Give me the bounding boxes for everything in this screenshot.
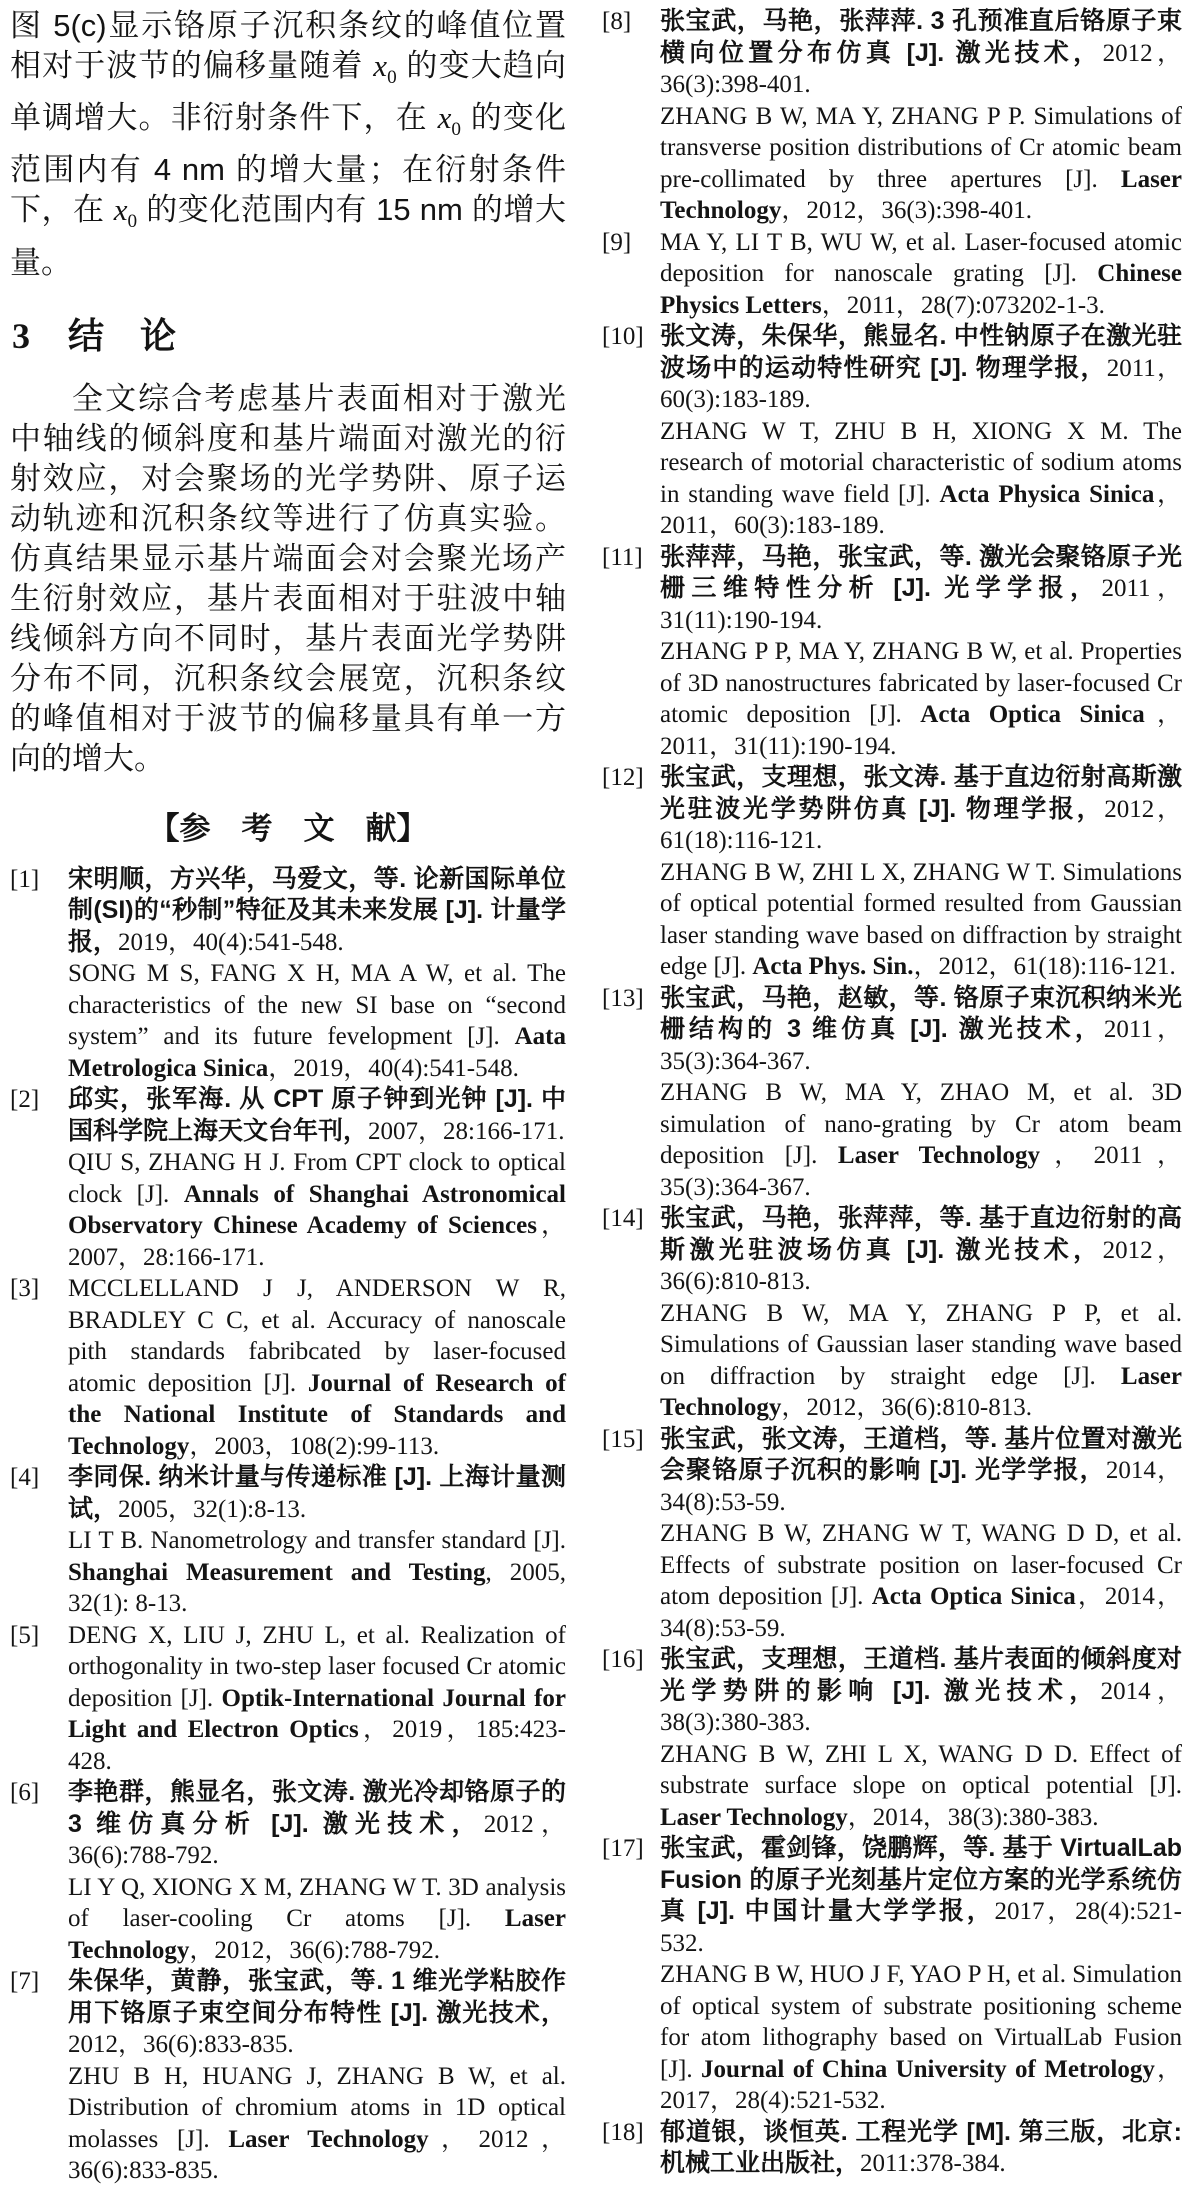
reference-chinese-text: 张宝武，支理想，张文涛. 基于直边衍射高斯激光驻波光学势阱仿真 [J]. 物理学报，: [660, 763, 1182, 823]
reference-chinese-text: 张宝武，霍剑锋，饶鹏辉，等. 基于 VirtualLab Fusion 的原子光刻基片定位方案的光学系统仿真 [J]. 中国计量大学学报，: [660, 1834, 1182, 1925]
reference-chinese-numbers: 2019，40(4):541-548.: [118, 928, 344, 956]
variable-base: x: [437, 100, 452, 136]
reference-chinese-text: 李艳群，熊显名，张文涛. 激光冷却铬原子的 3 维仿真分析 [J]. 激光技术，: [68, 1778, 566, 1838]
reference-journal-name: Annals of Shanghai Astronomical Observatory Chinese Academy of Sciences: [68, 1180, 566, 1240]
reference-chinese-text: 张文涛，朱保华，熊显名. 中性钠原子在激光驻波场中的运动特性研究 [J]. 物理学报，: [660, 322, 1182, 382]
reference-journal-name: Chinese Physics Letters: [660, 260, 1182, 319]
reference-chinese-text: 朱保华，黄静，张宝武，等. 1 维光学粘胶作用下铬原子束空间分布特性 [J]. 激光技术，: [68, 1967, 566, 2027]
reference-english-text: LI T B. Nanometrology and transfer standard [J].: [68, 1527, 566, 1555]
reference-item: [10, 1620, 566, 1778]
reference-english: [660, 227, 1182, 322]
reference-journal-name: Acta Physica Sinica: [939, 480, 1155, 508]
reference-chinese: [660, 6, 1182, 101]
reference-english-text: ZHU B H, HUANG J, ZHANG B W, et al. Distribution of chromium atoms in 1D optical molasses [J].: [68, 2062, 566, 2153]
references-heading: 【参 考 文 献】: [148, 810, 428, 846]
reference-chinese: [68, 864, 566, 959]
reference-chinese: [660, 2117, 1182, 2180]
reference-english-text: ZHANG B W, MA Y, ZHANG P P. Simulations of transverse position distributions of Cr atomic beam pre-collimated by three apertures [J].: [660, 102, 1182, 193]
reference-number: [11]: [602, 543, 643, 571]
reference-english-text: ZHANG B W, ZHI L X, WANG D D. Effect of substrate surface slope on optical potential [J].: [660, 1740, 1182, 1799]
reference-english: [660, 1298, 1182, 1424]
reference-chinese-numbers: 2011，35(3):364-367.: [660, 1016, 1182, 1075]
reference-journal-name: Laser Technology: [228, 2125, 429, 2153]
reference-chinese-numbers: 2011，60(3):183-189.: [660, 354, 1182, 413]
reference-english-numbers: ，2012，36(6):810-813.: [781, 1394, 1032, 1421]
reference-item: [602, 762, 1182, 983]
reference-chinese-text: 张宝武，支理想，王道档. 基片表面的倾斜度对光学势阱的影响 [J]. 激光技术，: [660, 1645, 1182, 1705]
reference-chinese-numbers: 2005，32(1):8-13.: [118, 1495, 307, 1523]
reference-item: [602, 1424, 1182, 1645]
reference-chinese-text: 张宝武，马艳，赵敏，等. 铬原子束沉积纳米光栅结构的 3 维仿真 [J]. 激光技术，: [660, 983, 1182, 1043]
reference-english-numbers: ，2011，35(3):364-367.: [660, 1142, 1182, 1201]
reference-english: [660, 1739, 1182, 1834]
reference-chinese-text: 张宝武，张文涛，王道档，等. 基片位置对激光会聚铬原子沉积的影响 [J]. 光学学报，: [660, 1424, 1182, 1484]
reference-item: [10, 1273, 566, 1462]
variable-base: x: [113, 192, 128, 228]
reference-journal-name: Journal of China University of Metrology: [701, 2055, 1155, 2083]
reference-chinese-text: 张宝武，马艳，张萍萍，等. 基于直边衍射的高斯激光驻波场仿真 [J]. 激光技术，: [660, 1204, 1182, 1264]
reference-english-numbers: ，2011，28(7):073202-1-3.: [821, 291, 1105, 319]
reference-english-text: ZHANG B W, ZHANG W T, WANG D D, et al. Effects of substrate position on laser-focused Cr atom deposition [J].: [660, 1520, 1182, 1610]
reference-english: [68, 958, 566, 1084]
reference-journal-name: Journal of Research of the National Institute of Standards and Technology: [68, 1369, 567, 1460]
reference-chinese-numbers: 2017，28(4):521-532.: [660, 1898, 1182, 1957]
reference-chinese-text: 张宝武，马艳，张萍萍. 3 孔预准直后铬原子束横向位置分布仿真 [J]. 激光技术，: [660, 7, 1182, 67]
reference-journal-name: Acta Optica Sinica: [871, 1583, 1076, 1610]
reference-chinese-numbers: 2012，36(6):810-813.: [660, 1236, 1182, 1295]
reference-chinese: [68, 1966, 566, 2061]
reference-english-text: LI Y Q, XIONG X M, ZHANG W T. 3D analysis of laser-cooling Cr atoms [J].: [68, 1873, 566, 1933]
section-number: 3: [12, 315, 30, 356]
reference-number: [3]: [10, 1275, 40, 1303]
reference-english-numbers: ，2019，185:423-428.: [68, 1716, 566, 1775]
conclusion-paragraph: 全文综合考虑基片表面相对于激光中轴线的倾斜度和基片端面对激光的衍射效应，对会聚场的光学势阱、原子运动轨迹和沉积条纹等进行了仿真实验。仿真结果显示基片端面会对会聚光场产生衍射效应，基片表面相对于驻波中轴线倾斜方向不同时，基片表面光学势阱分布不同，沉积条纹会展宽，沉积条纹的峰值相对于波节的偏移量具有单一方向的增大。: [10, 380, 566, 776]
reference-number: [16]: [602, 1646, 644, 1673]
reference-journal-name: Optik-International Journal for Light and Electron Optics: [68, 1684, 566, 1744]
reference-chinese-text: 宋明顺，方兴华，马爱文，等. 论新国际单位制(SI)的“秒制”特征及其未来发展 [J]. 计量学报，: [68, 864, 566, 956]
reference-english-numbers: ，2011，31(11):190-194.: [660, 701, 1182, 760]
reference-chinese: [660, 1424, 1182, 1519]
reference-english: [660, 101, 1182, 227]
reference-chinese: [68, 1084, 566, 1147]
reference-number: [15]: [602, 1425, 644, 1453]
reference-english: [660, 857, 1182, 983]
reference-english-numbers: ，2017，28(4):521-532.: [660, 2055, 1182, 2114]
reference-english-numbers: ，2003，108(2):99-113.: [189, 1432, 440, 1460]
reference-number: [14]: [602, 1205, 644, 1232]
reference-number: [18]: [602, 2118, 644, 2146]
reference-chinese: [660, 1203, 1182, 1298]
variable-subscript: 0: [451, 119, 461, 141]
reference-english-numbers: ，2012，36(6):833-835.: [68, 2125, 566, 2185]
reference-item: [10, 1084, 566, 1273]
reference-journal-name: Laser Technology: [68, 1905, 566, 1964]
reference-english-numbers: ，2019，40(4):541-548.: [268, 1054, 519, 1082]
reference-english-text: MCCLELLAND J J, ANDERSON W R, BRADLEY C C, et al. Accuracy of nanoscale pith standards fabribcated by laser-focused atomic deposition [J].: [68, 1275, 566, 1397]
reference-chinese-text: 张萍萍，马艳，张宝武，等. 激光会聚铬原子光栅三维特性分析 [J]. 光学学报，: [660, 542, 1182, 602]
reference-item: [10, 1462, 566, 1620]
reference-item: [602, 1644, 1182, 1833]
reference-chinese-numbers: 2012，61(18):116-121.: [660, 795, 1182, 854]
reference-english-numbers: ，2007，28:166-171.: [68, 1212, 566, 1271]
reference-journal-name: Laser Technology: [660, 1803, 848, 1831]
reference-english: [660, 636, 1182, 762]
reference-english: [660, 1077, 1182, 1203]
reference-item: [602, 227, 1182, 322]
reference-chinese: [660, 762, 1182, 857]
reference-english: [660, 416, 1182, 542]
reference-item: [602, 1833, 1182, 2117]
reference-chinese-numbers: 2011:378-384.: [860, 2150, 1006, 2177]
variable-base: x: [373, 48, 388, 83]
reference-number: [7]: [10, 1968, 40, 1996]
reference-english-numbers: ，2014，38(3):380-383.: [847, 1803, 1099, 1831]
variable-subscript: 0: [127, 211, 138, 233]
reference-number: [4]: [10, 1464, 40, 1492]
variable-x0: [113, 192, 138, 233]
reference-chinese-numbers: 2011，31(11):190-194.: [660, 575, 1182, 634]
reference-chinese: [660, 321, 1182, 416]
reference-number: [10]: [602, 323, 644, 350]
reference-journal-name: Laser Technology: [660, 165, 1182, 224]
reference-english-text: ZHANG B W, MA Y, ZHAO M, et al. 3D simulation of nano-grating by Cr atom beam deposition [J].: [660, 1079, 1182, 1169]
reference-number: [1]: [10, 865, 40, 893]
reference-english-text: SONG M S, FANG X H, MA A W, et al. The characteristics of the new SI base on “second system” and its future fevelopment [J].: [68, 960, 566, 1051]
reference-english-numbers: ，2012，36(3):398-401.: [781, 197, 1032, 224]
variable-subscript: 0: [387, 67, 397, 89]
right-column: [602, 6, 1182, 2187]
reference-english-numbers: ，2012，36(6):788-792.: [189, 1936, 440, 1964]
reference-chinese-numbers: 2012，36(6):833-835.: [68, 2031, 294, 2059]
reference-english: [660, 1959, 1182, 2117]
reference-chinese: [660, 1644, 1182, 1739]
reference-number: [17]: [602, 1835, 644, 1862]
reference-item: [10, 864, 566, 1085]
intro-text-3: 的变化范围内有 4 nm 的增大量；在衍射条件下，在: [10, 100, 566, 228]
reference-english: [68, 1525, 566, 1620]
intro-paragraph: [10, 6, 566, 283]
reference-english: [660, 1518, 1182, 1644]
reference-item: [10, 1966, 566, 2187]
reference-english: [68, 1147, 566, 1273]
intro-text-4: 的变化范围内有 15 nm 的增大量。: [10, 192, 566, 280]
reference-number: [8]: [602, 8, 632, 35]
reference-english-text: DENG X, LIU J, ZHU L, et al. Realization of orthogonality in two-step laser focused Cr atomic deposition [J].: [68, 1621, 566, 1712]
reference-journal-name: Laser Technology: [837, 1142, 1040, 1169]
reference-english: [68, 1620, 566, 1778]
reference-english-numbers: ，2011，60(3):183-189.: [660, 480, 1182, 539]
reference-chinese: [660, 1833, 1182, 1959]
reference-chinese-text: 邱实，张军海. 从 CPT 原子钟到光钟 [J]. 中国科学院上海天文台年刊，: [68, 1085, 566, 1145]
reference-item: [602, 983, 1182, 1204]
reference-number: [12]: [602, 764, 644, 791]
reference-english-numbers: ，2012，61(18):116-121.: [913, 953, 1176, 980]
reference-number: [6]: [10, 1779, 40, 1807]
reference-chinese-text: 李同保. 纳米计量与传递标准 [J]. 上海计量测试，: [68, 1463, 566, 1523]
section-title: 结 论: [68, 314, 177, 356]
reference-english-text: ZHANG B W, HUO J F, YAO P H, et al. Simulation of optical system of substrate positioning scheme for atom lithography based on VirtualLab Fusion [J].: [660, 1961, 1182, 2083]
reference-chinese-text: 郁道银，谈恒英. 工程光学 [M]. 第三版，北京:机械工业出版社，: [660, 2117, 1182, 2177]
reference-chinese: [68, 1462, 566, 1525]
reference-item: [602, 2117, 1182, 2180]
reference-item: [602, 542, 1182, 763]
reference-chinese: [660, 542, 1182, 637]
reference-journal-name: Laser Technology: [660, 1362, 1182, 1421]
reference-english-text: QIU S, ZHANG H J. From CPT clock to optical clock [J].: [68, 1149, 566, 1208]
reference-chinese-numbers: 2014，34(8):53-59.: [660, 1457, 1182, 1516]
reference-journal-name: Shanghai Measurement and Testing: [68, 1558, 486, 1586]
reference-item: [602, 321, 1182, 542]
reference-journal-name: Acta Phys. Sin.: [752, 953, 914, 980]
reference-chinese-numbers: 2014，38(3):380-383.: [660, 1677, 1182, 1736]
reference-item: [602, 1203, 1182, 1424]
left-column: [10, 6, 566, 2187]
reference-chinese: [660, 983, 1182, 1078]
reference-number: [5]: [10, 1621, 40, 1649]
reference-chinese-numbers: 2012，36(3):398-401.: [660, 39, 1182, 98]
reference-english-numbers: ，2014，34(8):53-59.: [660, 1583, 1182, 1642]
variable-x0: [373, 48, 397, 89]
reference-item: [10, 1777, 566, 1966]
reference-number: [2]: [10, 1086, 40, 1114]
reference-english-text: ZHANG B W, MA Y, ZHANG P P, et al. Simulations of Gaussian laser standing wave based on diffraction by straight edge [J].: [660, 1299, 1182, 1390]
reference-number: [9]: [602, 228, 632, 256]
reference-number: [13]: [602, 984, 644, 1012]
reference-english-text: ZHANG W T, ZHU B H, XIONG X M. The research of motorial characteristic of sodium atoms in standing wave field [J].: [660, 417, 1182, 508]
reference-english-text: ZHANG B W, ZHI L X, ZHANG W T. Simulations of optical potential formed resulted from Gaussian laser standing wave based on diffraction by straight edge [J].: [660, 858, 1182, 980]
intro-text-2: 的变大趋向单调增大。非衍射条件下，在: [10, 48, 566, 136]
reference-chinese-numbers: 2012，36(6):788-792.: [68, 1810, 566, 1870]
reference-english-numbers: , 2005, 32(1): 8-13.: [68, 1558, 567, 1618]
reference-english: [68, 1872, 566, 1967]
reference-english-text: ZHANG P P, MA Y, ZHANG B W, et al. Properties of 3D nanostructures fabricated by laser-focused Cr atomic deposition [J].: [660, 638, 1182, 728]
reference-english: [68, 2061, 566, 2187]
reference-journal-name: Acta Optica Sinica: [920, 701, 1145, 728]
variable-x0: [437, 100, 461, 141]
reference-chinese: [68, 1777, 566, 1872]
reference-chinese-numbers: 2007，28:166-171.: [368, 1117, 565, 1145]
section-heading-conclusion: [12, 308, 566, 359]
reference-journal-name: Aata Metrologica Sinica: [68, 1023, 566, 1082]
reference-english: [68, 1273, 566, 1462]
reference-english-text: MA Y, LI T B, WU W, et al. Laser-focused atomic deposition for nanoscale grating [J].: [660, 228, 1182, 287]
reference-item: [602, 6, 1182, 227]
intro-text-1: 图 5(c)显示铬原子沉积条纹的峰值位置相对于波节的偏移量随着: [10, 8, 566, 83]
